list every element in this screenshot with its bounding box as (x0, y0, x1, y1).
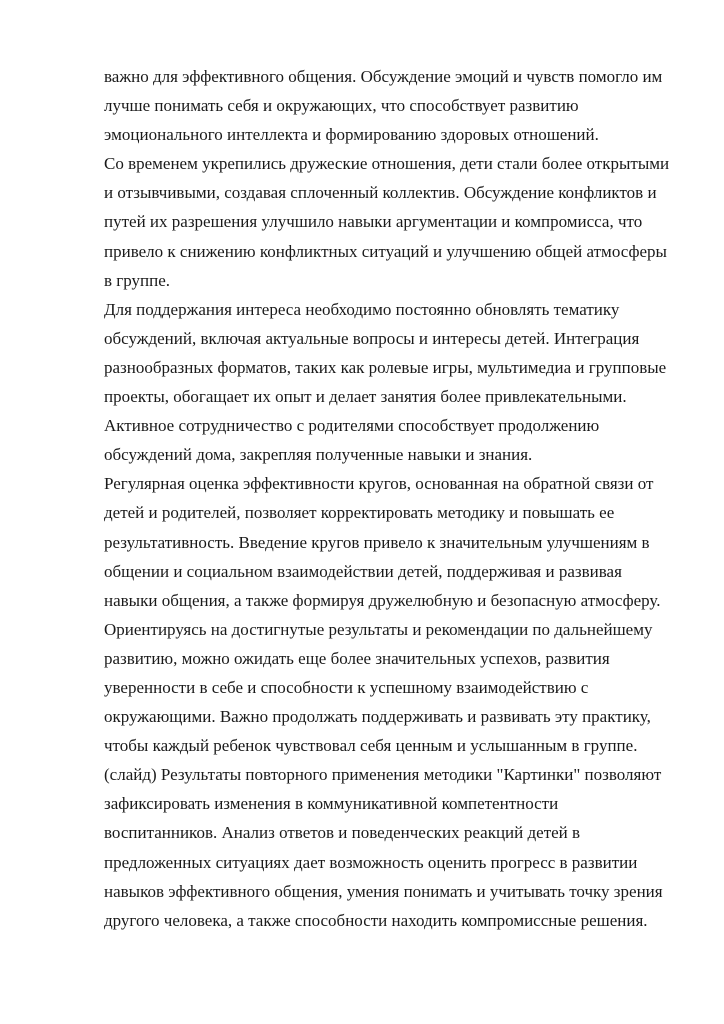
text-line: в группе. (104, 270, 171, 290)
text-line: Для поддержания интереса необходимо постоянно обновлять тематику (104, 299, 620, 319)
text-line: обсуждений, включая актуальные вопросы и интересы детей. Интеграция (104, 328, 640, 348)
text-line: лучше понимать себя и окружающих, что способствует развитию (104, 96, 579, 116)
text-line: предложенных ситуациях дает возможность оценить прогресс в развитии (104, 852, 638, 872)
text-line: проекты, обогащает их опыт и делает занятия более привлекательными. (104, 387, 627, 407)
text-line: детей и родителей, позволяет корректировать методику и повышать ее (104, 503, 615, 523)
text-line: разнообразных форматов, таких как ролевые игры, мультимедиа и групповые (104, 357, 667, 377)
text-line: чтобы каждый ребенок чувствовал себя ценным и услышанным в группе. (104, 736, 638, 756)
text-line: (слайд) Результаты повторного применения методики "Картинки" позволяют (104, 765, 662, 785)
text-line: зафиксировать изменения в коммуникативной компетентности (104, 794, 559, 814)
text-line: уверенности в себе и способности к успешному взаимодействию с (104, 677, 589, 697)
text-line: Ориентируясь на достигнутые результаты и рекомендации по дальнейшему (104, 619, 653, 639)
text-line: окружающими. Важно продолжать поддерживать и развивать эту практику, (104, 707, 651, 727)
text-line: Регулярная оценка эффективности кругов, основанная на обратной связи от (104, 474, 654, 494)
text-line: общении и социальном взаимодействии детей, поддерживая и развивая (104, 561, 622, 581)
text-line: развитию, можно ожидать еще более значительных успехов, развития (104, 648, 610, 668)
text-line: другого человека, а также способности находить компромиссные решения. (104, 910, 648, 930)
text-line: навыки общения, а также формируя дружелюбную и безопасную атмосферу. (104, 590, 661, 610)
text-line: эмоционального интеллекта и формированию здоровых отношений. (104, 125, 599, 145)
text-line: результативность. Введение кругов привело к значительным улучшениям в (104, 532, 650, 552)
text-line: и отзывчивыми, создавая сплоченный коллектив. Обсуждение конфликтов и (104, 183, 657, 203)
text-line: Активное сотрудничество с родителями способствует продолжению (104, 416, 600, 436)
text-line: путей их разрешения улучшило навыки аргументации и компромисса, что (104, 212, 643, 232)
text-line: важно для эффективного общения. Обсуждение эмоций и чувств помогло им (104, 67, 663, 86)
text-line: воспитанников. Анализ ответов и поведенческих реакций детей в (104, 823, 581, 843)
body-text (104, 62, 684, 935)
text-line: навыков эффективного общения, умения понимать и учитывать точку зрения (104, 881, 663, 901)
text-line: обсуждений дома, закрепляя полученные навыки и знания. (104, 445, 533, 465)
text-line: Со временем укрепились дружеские отношения, дети стали более открытыми (104, 154, 670, 174)
text-line: привело к снижению конфликтных ситуаций и улучшению общей атмосферы (104, 241, 667, 261)
